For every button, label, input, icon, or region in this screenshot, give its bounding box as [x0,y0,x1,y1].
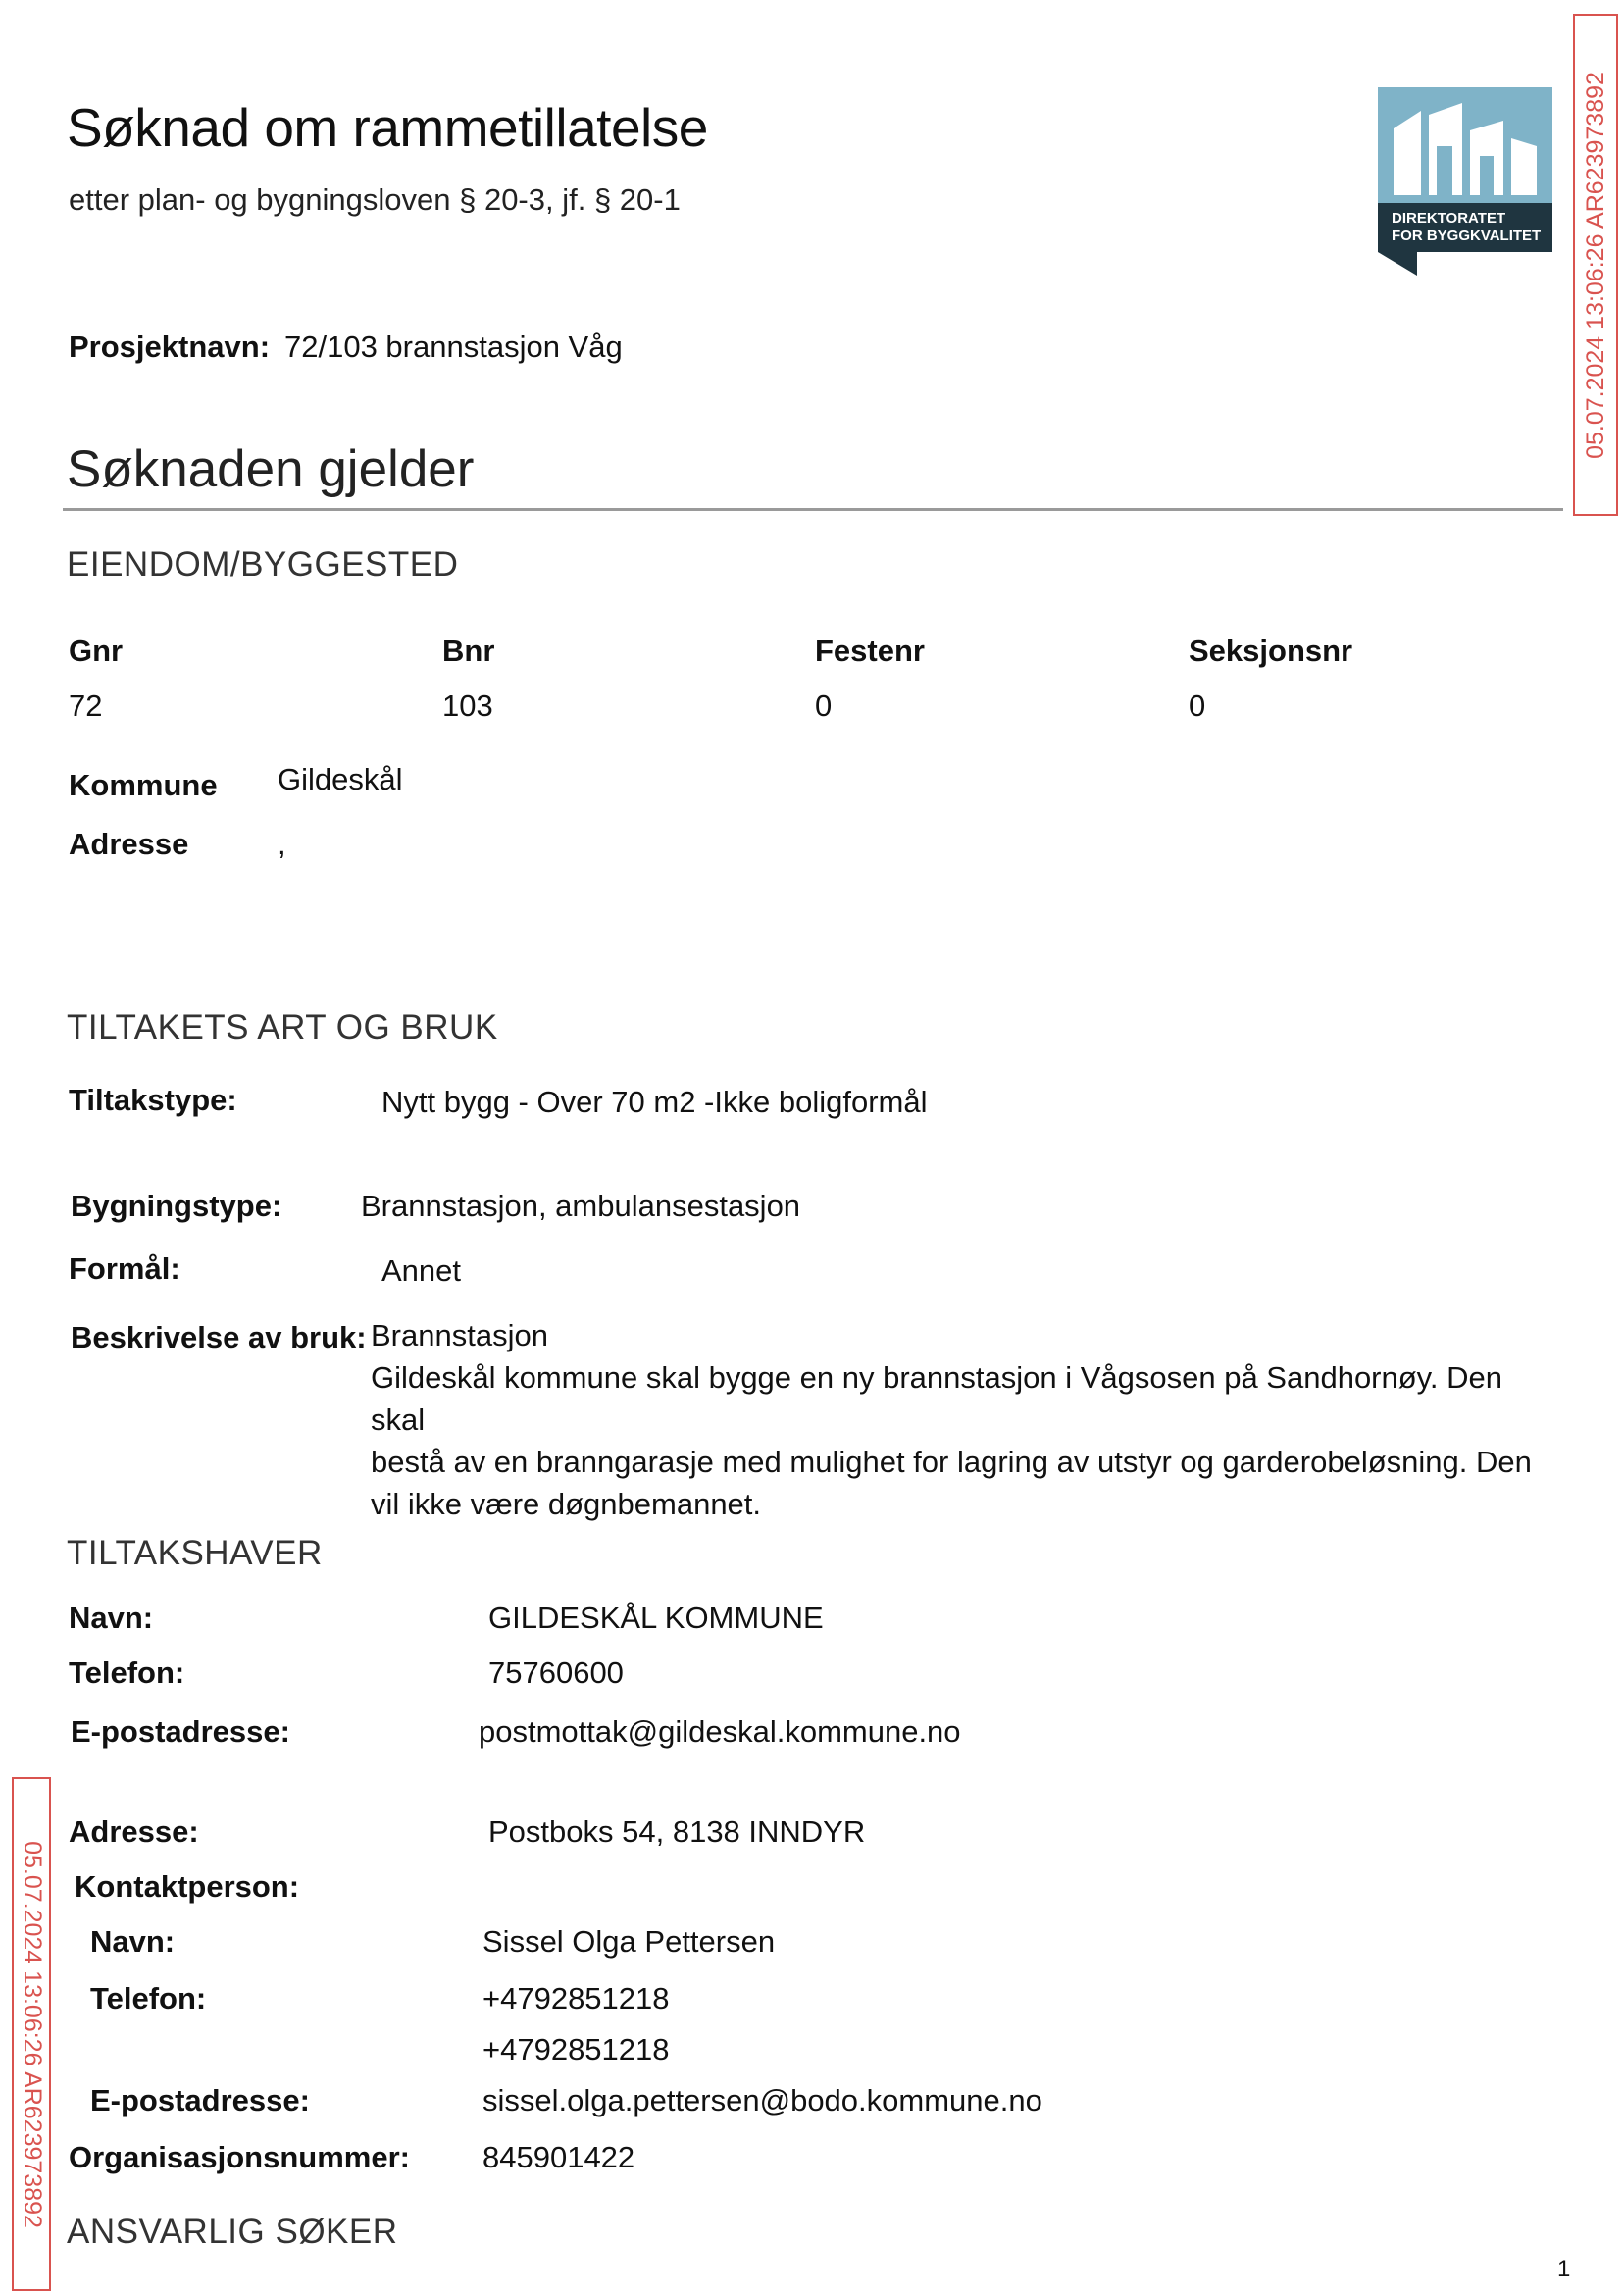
tiltakstype-value: Nytt bygg - Over 70 m2 -Ikke boligformål [381,1085,928,1119]
tiltakshaver-epost-value: postmottak@gildeskal.kommune.no [479,1714,961,1749]
project-name-label: Prosjektnavn: [69,330,271,364]
formal-label: Formål: [69,1251,180,1286]
bnr-label: Bnr [442,634,495,668]
project-name-value: 72/103 brannstasjon Våg [284,330,623,364]
eiendom-heading: EIENDOM/BYGGESTED [67,545,459,584]
kontakt-navn-value: Sissel Olga Pettersen [482,1924,776,1959]
kontaktperson-label: Kontaktperson: [75,1869,300,1904]
tiltakshaver-epost-label: E-postadresse: [71,1714,290,1749]
tiltakshaver-navn-value: GILDESKÅL KOMMUNE [488,1601,824,1635]
tiltakshaver-telefon-label: Telefon: [69,1656,185,1690]
page-number: 1 [1557,2256,1571,2282]
beskrivelse-line: Gildeskål kommune skal bygge en ny brannstasjon i Vågsosen på Sandhornøy. Den skal [371,1360,1502,1437]
orgnr-label: Organisasjonsnummer: [69,2140,410,2174]
tiltakstype-label: Tiltakstype: [69,1083,237,1117]
beskrivelse-label: Beskrivelse av bruk: [71,1320,367,1354]
logo-text-line2: FOR BYGGKVALITET [1392,228,1542,244]
document-subtitle: etter plan- og bygningsloven § 20-3, jf. § 20-1 [69,182,681,217]
dibk-logo [1378,87,1552,276]
seksjonsnr-value: 0 [1189,688,1206,723]
tiltakshaver-heading: TILTAKSHAVER [67,1534,323,1572]
kontakt-telefon-value-2: +4792851218 [482,2032,670,2066]
orgnr-value: 845901422 [482,2140,635,2174]
kontakt-telefon-label: Telefon: [90,1981,207,2015]
tiltak-heading: TILTAKETS ART OG BRUK [67,1008,498,1046]
gnr-label: Gnr [69,634,124,668]
receipt-stamp-left-text: 05.07.2024 13:06:26 AR623973892 [18,1840,46,2228]
bnr-value: 103 [442,688,493,723]
beskrivelse-line: Brannstasjon [371,1318,548,1352]
tiltakshaver-adresse-value: Postboks 54, 8138 INNDYR [488,1814,866,1849]
section-divider [63,508,1563,511]
tiltakshaver-navn-label: Navn: [69,1601,154,1635]
section-title: Søknaden gjelder [67,440,475,498]
dibk-logo-mark [1378,87,1552,276]
bygningstype-label: Bygningstype: [71,1189,282,1223]
document-title: Søknad om rammetillatelse [67,97,708,158]
kontakt-epost-value: sissel.olga.pettersen@bodo.kommune.no [482,2083,1042,2117]
tiltakshaver-telefon-value: 75760600 [488,1656,624,1690]
adresse-value: , [278,827,286,861]
receipt-stamp-left [12,1777,51,2291]
bygningstype-value: Brannstasjon, ambulansestasjon [361,1189,801,1223]
kontakt-telefon-value-1: +4792851218 [482,1981,670,2015]
formal-value: Annet [381,1253,462,1288]
receipt-stamp-right [1573,14,1618,516]
kommune-value: Gildeskål [278,762,403,796]
kommune-label: Kommune [69,768,218,802]
kontakt-navn-label: Navn: [90,1924,176,1959]
ansvarlig-soker-heading: ANSVARLIG SØKER [67,2213,398,2251]
festenr-value: 0 [815,688,833,723]
kontakt-epost-label: E-postadresse: [90,2083,310,2117]
beskrivelse-text [371,1314,1548,1525]
tiltakshaver-adresse-label: Adresse: [69,1814,199,1849]
seksjonsnr-label: Seksjonsnr [1189,634,1353,668]
gnr-value: 72 [69,688,103,723]
beskrivelse-line: vil ikke være døgnbemannet. [371,1487,762,1521]
festenr-label: Festenr [815,634,925,668]
adresse-label: Adresse [69,827,189,861]
receipt-stamp-right-text: 05.07.2024 13:06:26 AR623973892 [1581,71,1609,459]
beskrivelse-line: bestå av en branngarasje med mulighet for lagring av utstyr og garderobeløsning. Den [371,1445,1532,1479]
logo-text-line1: DIREKTORATET [1392,210,1506,227]
